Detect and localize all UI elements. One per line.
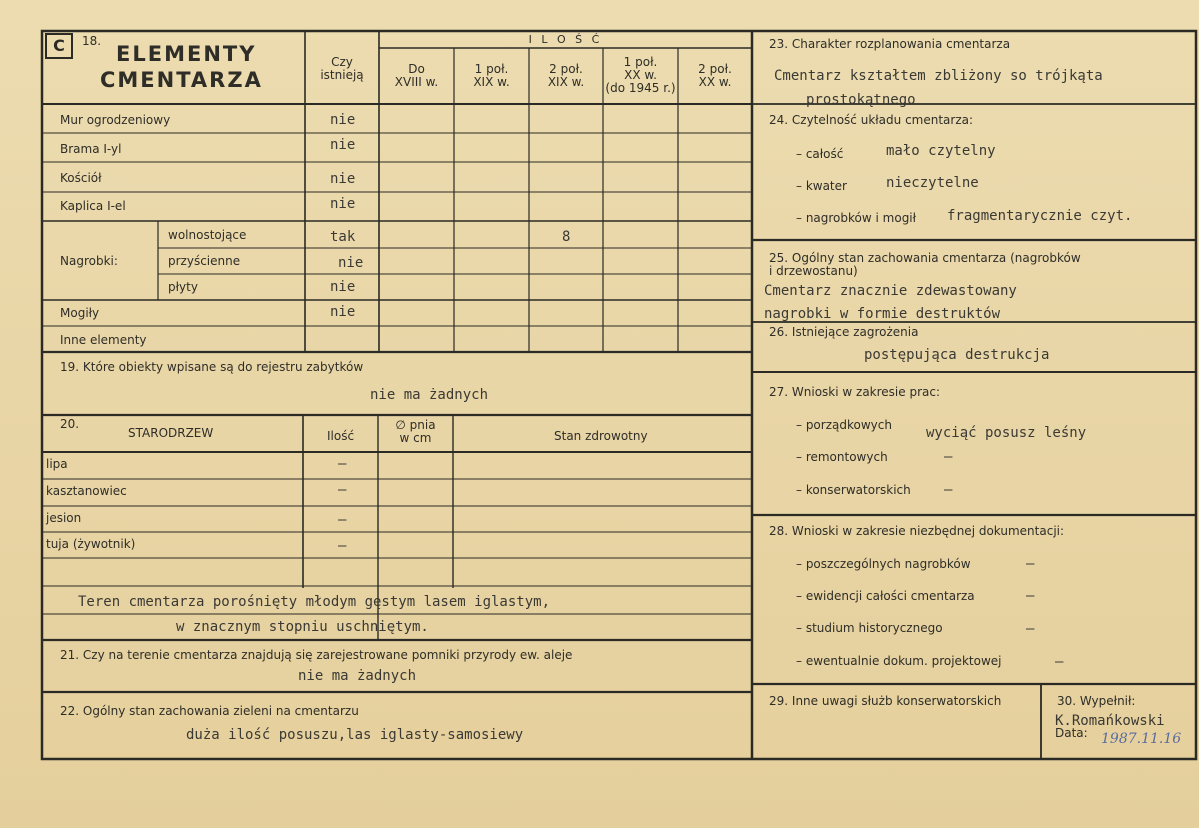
s18-col-2-xx: 2 poł. XX w. bbox=[698, 62, 732, 89]
s26-value: postępująca destrukcja bbox=[864, 347, 1050, 363]
s18-col-exists: Czy istnieją bbox=[320, 55, 364, 82]
s21-title: 21. Czy na terenie cmentarza znajdują się zarejestrowane pomniki przyrody ew. aleje bbox=[60, 648, 573, 662]
s27-item-value: wyciąć posusz leśny bbox=[926, 425, 1087, 441]
s24-item-label: – kwater bbox=[796, 179, 847, 193]
s28-item-label: – poszczególnych nagrobków bbox=[796, 557, 971, 571]
s23-title: 23. Charakter rozplanowania cmentarza bbox=[769, 37, 1011, 51]
s18-row-label: Brama I-yl bbox=[60, 142, 122, 156]
s20-number: 20. bbox=[60, 417, 80, 431]
s30-title: 30. Wypełnił: bbox=[1057, 694, 1136, 708]
s23-value-1: Cmentarz kształtem zbliżony so trójkąta bbox=[774, 68, 1103, 84]
s18-nagrobki-exists: tak bbox=[330, 229, 356, 245]
s18-mogily-exists: nie bbox=[330, 304, 356, 320]
s19-value: nie ma żadnych bbox=[370, 387, 489, 403]
s25-title-2: i drzewostanu) bbox=[769, 264, 858, 278]
s27-item-value: – bbox=[944, 482, 953, 498]
s24-title: 24. Czytelność układu cmentarza: bbox=[769, 113, 974, 127]
s18-inne-label: Inne elementy bbox=[60, 333, 147, 347]
s25-value-2: nagrobki w formie destruktów bbox=[764, 306, 1001, 322]
s20-tree-label: tuja (żywotnik) bbox=[46, 537, 136, 551]
s22-value: duża ilość posuszu,las iglasty-samosiewy bbox=[186, 727, 524, 743]
s18-nagrobki-exists: nie bbox=[330, 279, 356, 295]
s30-name: K.Romańkowski bbox=[1055, 713, 1165, 729]
s20-tree-count: – bbox=[338, 456, 347, 472]
s20-tree-label: lipa bbox=[46, 457, 68, 471]
s24-item-label: – nagrobków i mogił bbox=[796, 211, 917, 225]
s28-item-value: – bbox=[1026, 588, 1035, 604]
s28-title: 28. Wnioski w zakresie niezbędnej dokumentacji: bbox=[769, 524, 1065, 538]
s22-title: 22. Ogólny stan zachowania zieleni na cmentarzu bbox=[60, 704, 359, 718]
s20-note-line-2: w znacznym stopniu uschniętym. bbox=[176, 619, 429, 635]
s18-mogily-label: Mogiły bbox=[60, 306, 100, 320]
s27-item-label: – remontowych bbox=[796, 450, 888, 464]
s30-date: 1987.11.16 bbox=[1101, 731, 1182, 747]
s28-item-label: – ewentualnie dokum. projektowej bbox=[796, 654, 1002, 668]
s18-title-1: ELEMENTY bbox=[116, 42, 257, 66]
s20-tree-label: jesion bbox=[46, 511, 82, 525]
s18-number: 18. bbox=[82, 34, 102, 48]
s18-row-exists: nie bbox=[330, 137, 356, 153]
s20-tree-count: – bbox=[338, 538, 347, 554]
s20-col-diameter: ∅ pnia w cm bbox=[395, 418, 436, 445]
s28-item-label: – ewidencji całości cmentarza bbox=[796, 589, 975, 603]
s18-nagrobki-type: płyty bbox=[168, 280, 198, 294]
s18-col-2-xix: 2 poł. XIX w. bbox=[547, 62, 585, 89]
s18-col-xviii: Do XVIII w. bbox=[394, 62, 439, 89]
s26-title: 26. Istniejące zagrożenia bbox=[769, 325, 919, 339]
s30-date-label: Data: bbox=[1055, 726, 1088, 740]
s18-title-2: CMENTARZA bbox=[100, 68, 263, 92]
s20-note-line-1: Teren cmentarza porośnięty młodym gęstym lasem iglastym, bbox=[78, 594, 551, 610]
s28-item-label: – studium historycznego bbox=[796, 621, 943, 635]
s18-row-exists: nie bbox=[330, 196, 356, 212]
s20-tree-label: kasztanowiec bbox=[46, 484, 127, 498]
s20-title: STARODRZEW bbox=[128, 426, 214, 440]
s28-item-value: – bbox=[1055, 654, 1064, 670]
s18-ilosc-header: I L O Ś Ć bbox=[528, 33, 603, 46]
s20-col-count: Ilość bbox=[327, 429, 355, 443]
s18-row-label: Mur ogrodzeniowy bbox=[60, 113, 171, 127]
s27-item-label: – konserwatorskich bbox=[796, 483, 911, 497]
s21-value: nie ma żadnych bbox=[298, 668, 417, 684]
s27-item-value: – bbox=[944, 449, 953, 465]
s24-item-label: – całość bbox=[796, 147, 844, 161]
s29-title: 29. Inne uwagi służb konserwatorskich bbox=[769, 694, 1002, 708]
s18-row-exists: nie bbox=[330, 171, 356, 187]
s23-value-2: prostokątnego bbox=[806, 92, 916, 108]
s27-item-label: – porządkowych bbox=[796, 418, 892, 432]
s18-row-label: Kościół bbox=[60, 171, 102, 185]
s20-tree-count: – bbox=[338, 512, 347, 528]
s20-col-health: Stan zdrowotny bbox=[554, 429, 648, 443]
s25-title-1: 25. Ogólny stan zachowania cmentarza (nagrobków bbox=[769, 251, 1081, 265]
card-letter-box: C bbox=[45, 33, 73, 59]
s18-row-label: Kaplica I-el bbox=[60, 199, 126, 213]
s27-title: 27. Wnioski w zakresie prac: bbox=[769, 385, 941, 399]
s18-nagrobki-type: wolnostojące bbox=[168, 228, 247, 242]
s20-tree-count: – bbox=[338, 482, 347, 498]
s28-item-value: – bbox=[1026, 621, 1035, 637]
s25-value-1: Cmentarz znacznie zdewastowany bbox=[764, 283, 1017, 299]
s18-col-1-xix: 1 poł. XIX w. bbox=[473, 62, 510, 89]
s24-item-value: mało czytelny bbox=[886, 143, 996, 159]
s18-row-exists: nie bbox=[330, 112, 356, 128]
s24-item-value: nieczytelne bbox=[886, 175, 979, 191]
s19-title: 19. Które obiekty wpisane są do rejestru zabytków bbox=[60, 360, 364, 374]
s24-item-value: fragmentarycznie czyt. bbox=[947, 208, 1133, 224]
s18-col-1-xx: 1 poł. XX w. (do 1945 r.) bbox=[605, 55, 676, 95]
s18-nagrobki-type: przyścienne bbox=[168, 254, 241, 268]
s18-nagrobki-count: 8 bbox=[562, 229, 571, 245]
s18-nagrobki-exists: nie bbox=[338, 255, 364, 271]
s18-nagrobki-label: Nagrobki: bbox=[60, 254, 118, 268]
s28-item-value: – bbox=[1026, 556, 1035, 572]
